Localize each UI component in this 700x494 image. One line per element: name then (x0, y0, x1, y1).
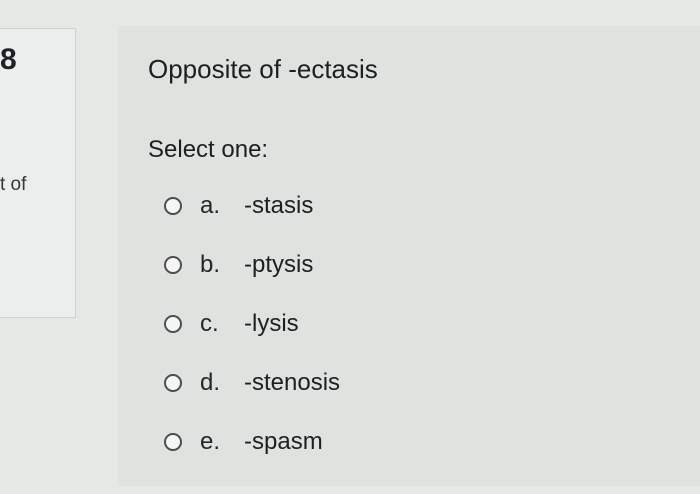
answer-option-b[interactable] (164, 235, 340, 294)
option-letter: d. (200, 368, 221, 396)
answer-option-a[interactable] (164, 176, 340, 235)
option-text[interactable]: -ptysis (244, 250, 314, 278)
radio-button-icon[interactable] (164, 197, 182, 215)
question-number: 8 (0, 43, 16, 76)
answer-options-list (164, 176, 340, 471)
radio-button-icon[interactable] (164, 315, 182, 333)
answer-option-c[interactable] (164, 294, 340, 353)
question-text: Opposite of -ectasis (148, 54, 378, 84)
option-text[interactable]: -lysis (244, 309, 299, 337)
answer-option-d[interactable] (164, 353, 340, 412)
radio-button-icon[interactable] (164, 374, 182, 392)
radio-button-icon[interactable] (164, 433, 182, 451)
select-one-prompt: Select one: (148, 136, 269, 163)
question-points-text: t of (0, 174, 27, 195)
option-letter: b. (200, 250, 221, 278)
question-content-panel (118, 26, 700, 486)
question-info-panel (0, 28, 76, 318)
option-letter: a. (200, 191, 221, 219)
radio-button-icon[interactable] (164, 256, 182, 274)
answer-option-e[interactable] (164, 412, 340, 471)
option-text[interactable]: -spasm (244, 427, 323, 455)
option-text[interactable]: -stenosis (244, 368, 341, 396)
option-letter: c. (200, 309, 219, 337)
option-letter: e. (200, 427, 221, 455)
option-text[interactable]: -stasis (244, 191, 314, 219)
